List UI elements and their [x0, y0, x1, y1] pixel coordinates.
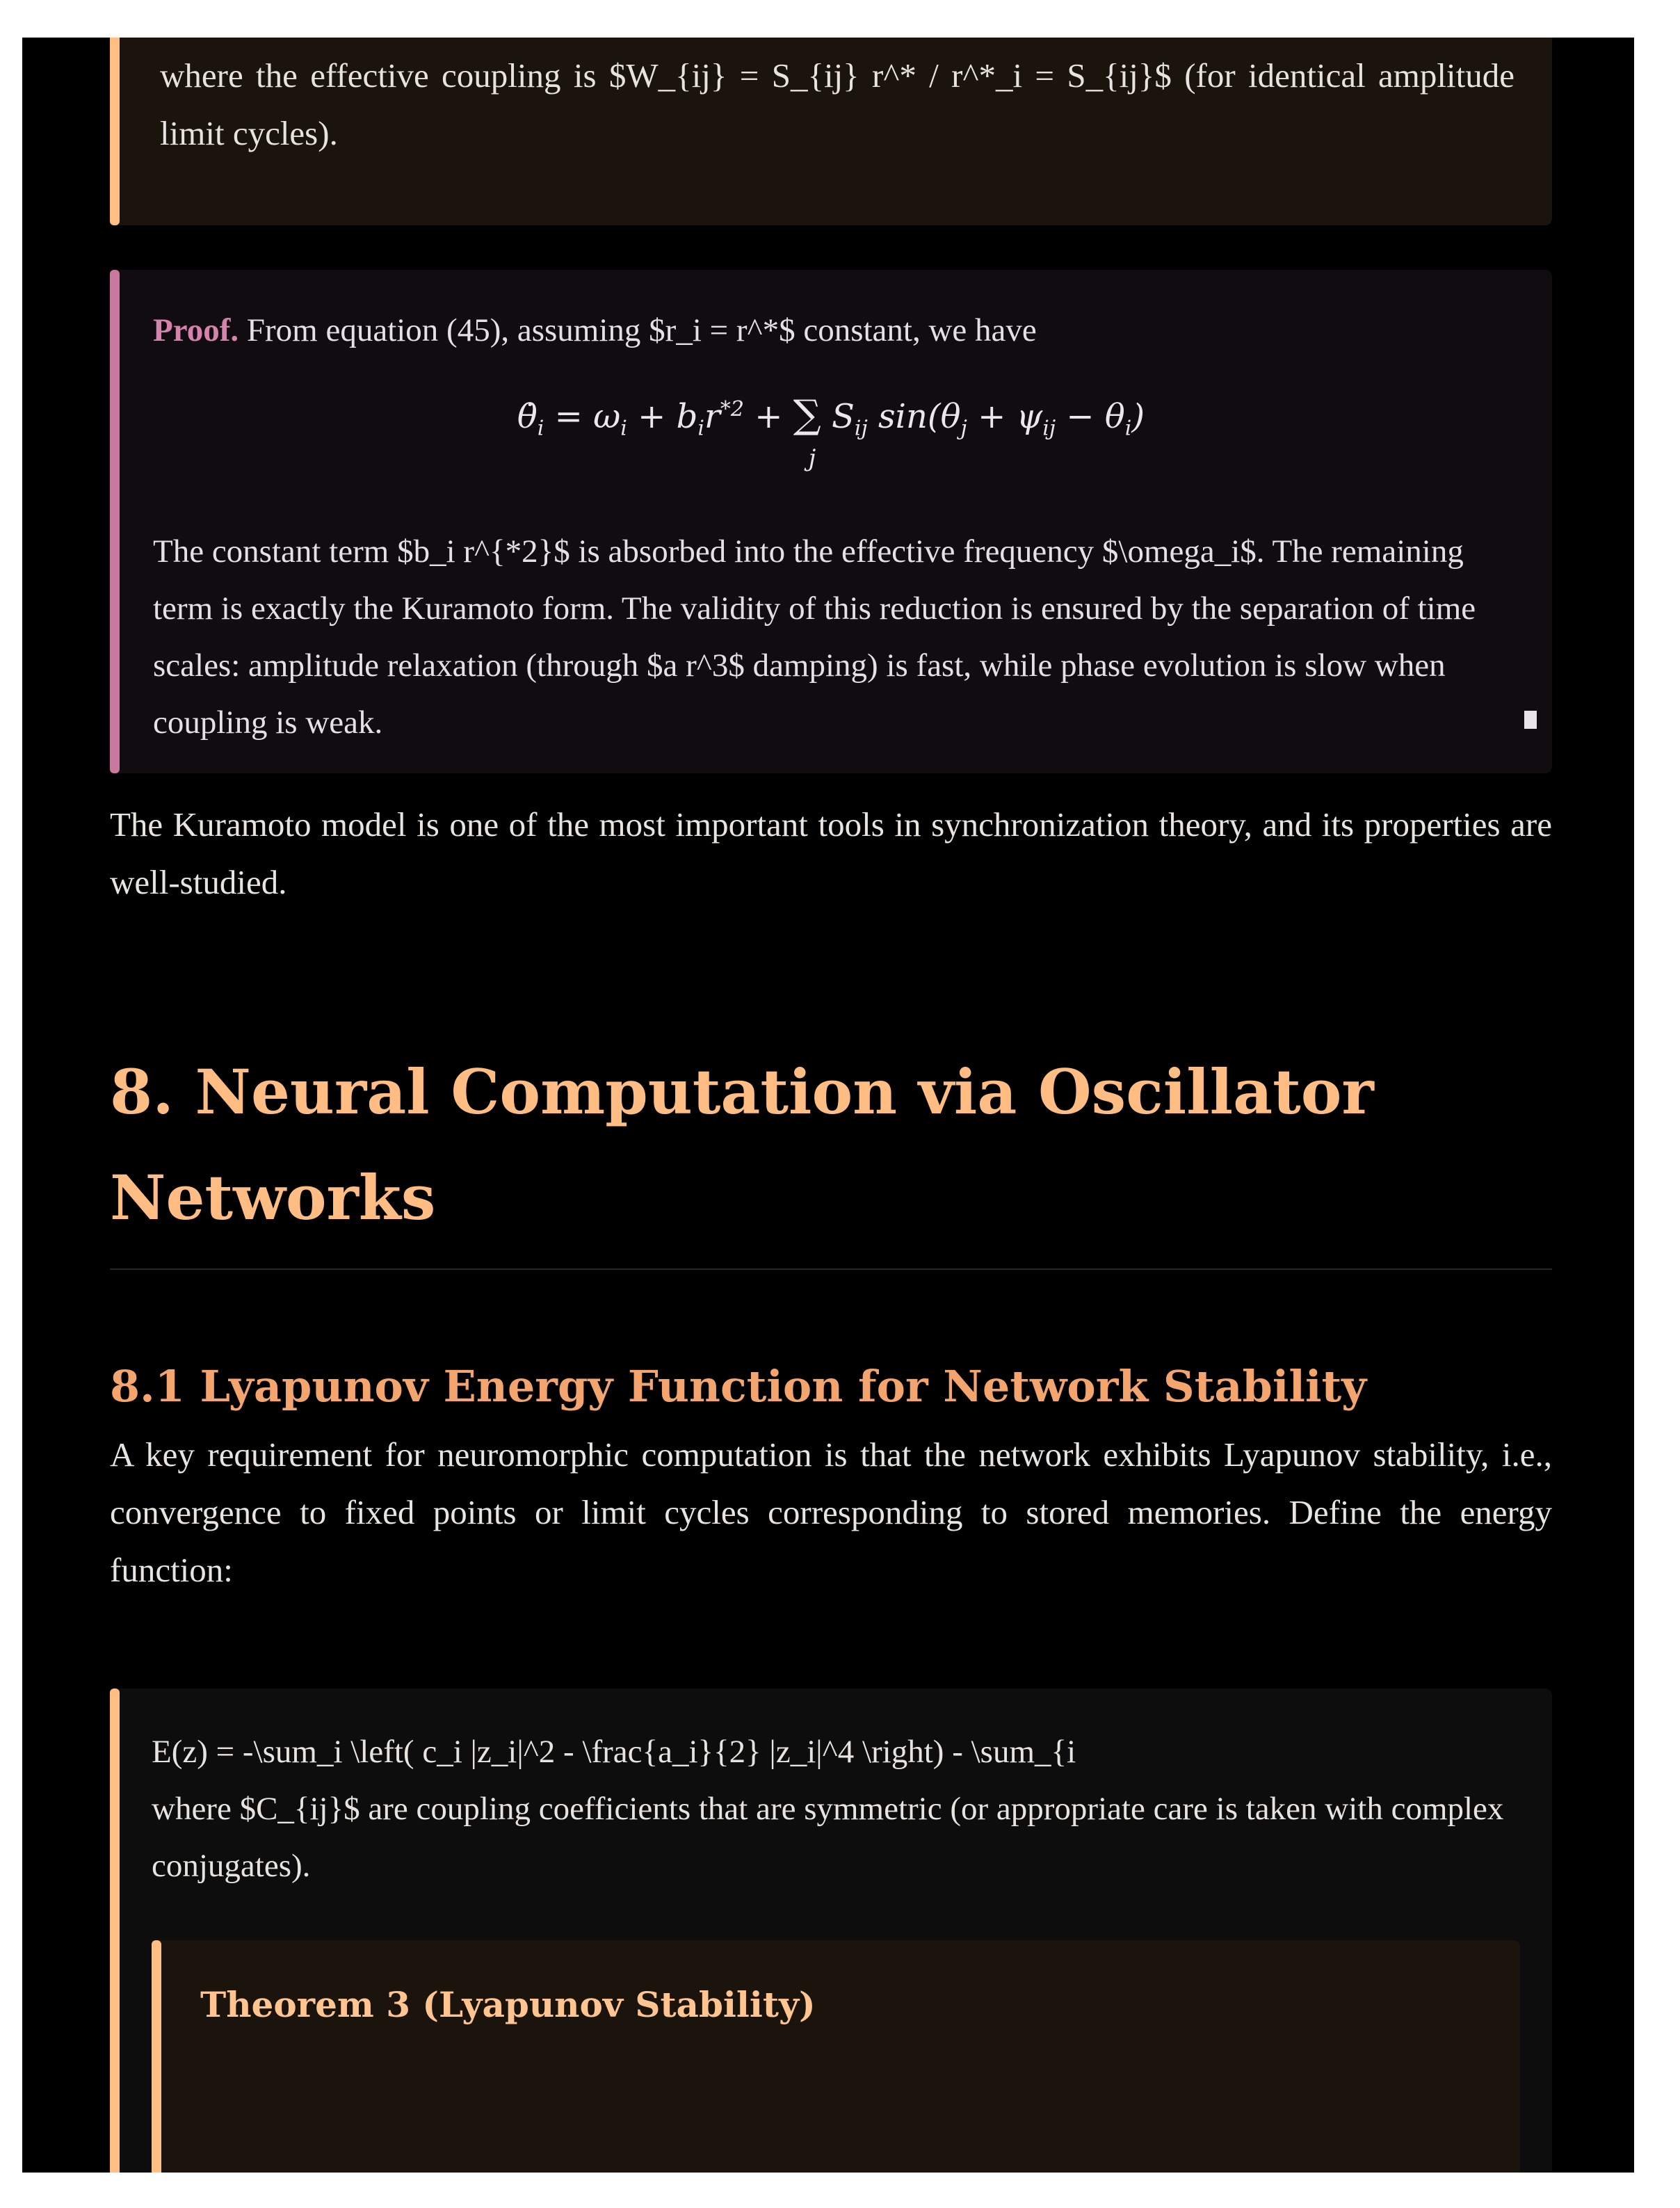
subsection-heading: 8.1 Lyapunov Energy Function for Network Stability — [110, 1361, 1367, 1412]
eq-b: + b — [627, 397, 698, 436]
kuramoto-paragraph: The Kuramoto model is one of the most important tools in synchronization theory, and its properties are well-studied. — [110, 805, 1552, 901]
eq-sum-index: j — [808, 444, 816, 472]
eq-r-sup: *2 — [720, 397, 744, 421]
eq-plus: + — [744, 397, 793, 436]
eq-close: ) — [1131, 397, 1145, 436]
eq-theta-dot: θ̇ — [517, 397, 538, 436]
callout-accent-bar — [110, 38, 120, 225]
theorem-accent-bar — [152, 1940, 161, 2173]
eq-theta-i-sub: i — [1124, 416, 1132, 441]
proof-block — [110, 270, 1552, 773]
qed-square-icon — [1524, 711, 1537, 729]
lyapunov-paragraph: A key requirement for neuromorphic computation is that the network exhibits Lyapunov stability, i.e., convergence to fixed points or limit cycles corresponding to stored memories. Define the energy function: — [110, 1435, 1552, 1589]
eq-sub-i: i — [537, 416, 544, 441]
proof-lead-text: From equation (45), assuming $r_i = r^*$ constant, we have — [239, 312, 1037, 348]
definition-text: where $C_{ij}$ are coupling coefficients that are symmetric (or appropriate care is taken with complex conjugates). — [152, 1791, 1504, 1884]
proof-lead — [153, 309, 1037, 352]
theorem-title: Theorem 3 (Lyapunov Stability) — [200, 1984, 816, 2025]
proof-equation — [110, 385, 1552, 472]
document-page — [22, 38, 1634, 2173]
eq-theta-j-sub: j — [960, 416, 967, 441]
callout-text: where the effective coupling is $W_{ij} = S_{ij} r^* / r^*_i = S_{ij}$ (for identical amplitude limit cycles). — [160, 56, 1515, 152]
definition-box — [110, 1689, 1552, 2173]
energy-function-line: E(z) = -\sum_i \left( c_i |z_i|^2 - \frac{a_i}{2} |z_i|^4 \right) - \sum_{i — [152, 1734, 1076, 1770]
eq-r: r — [704, 397, 720, 436]
definition-accent-bar — [110, 1689, 120, 2173]
section-heading: 8. Neural Computation via Oscillator Networks — [110, 1056, 1374, 1234]
proof-accent-bar — [110, 270, 120, 773]
proof-body: The constant term $b_i r^{*2}$ is absorbed into the effective frequency $\omega_i$. The remaining term is exactly the Kuramoto form. The validity of this reduction is ensured by the separation of time scales: amplitude relaxation (through $a r^3$ damping) is fast, while phase evolution is slow when coupling is weak. — [153, 533, 1476, 741]
eq-omega-sub: i — [620, 416, 627, 441]
eq-S: S — [821, 397, 855, 436]
eq-S-sub: ij — [854, 416, 868, 441]
eq-sum-symbol: ∑ — [793, 392, 821, 437]
eq-sum — [793, 391, 821, 472]
section-divider — [110, 1268, 1552, 1270]
eq-psi: + ψ — [967, 397, 1043, 436]
proof-label: Proof. — [153, 312, 239, 348]
eq-b-sub: i — [697, 416, 704, 441]
eq-minus-theta: − θ — [1056, 397, 1125, 436]
eq-sin: sin(θ — [867, 397, 961, 436]
theorem-box — [152, 1940, 1520, 2173]
eq-omega: = ω — [544, 397, 621, 436]
callout-box-top — [110, 38, 1552, 225]
eq-psi-sub: ij — [1042, 416, 1056, 441]
